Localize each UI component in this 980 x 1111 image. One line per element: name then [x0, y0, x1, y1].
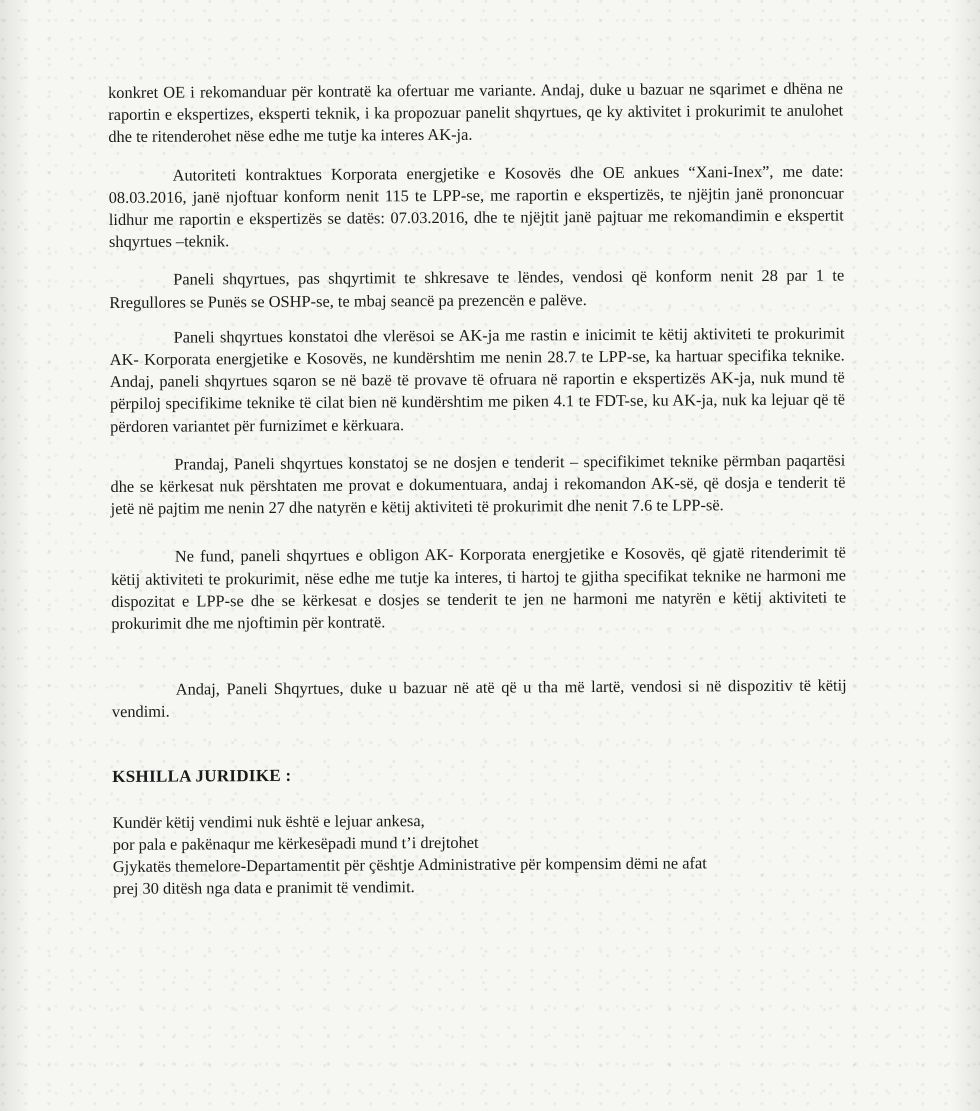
- legal-advice-heading: KSHILLA JURIDIKE :: [112, 765, 292, 786]
- legal-advice-text: [112, 807, 848, 900]
- document-body: [108, 78, 848, 901]
- legal-advice-line: por pala e pakënaqur me kërkesëpadi mund t’i drejtohet: [112, 832, 479, 855]
- paragraph-continuation: konkret OE i rekomanduar për kontratë ka ofertuar me variante. Andaj, duke u bazuar ne sqarimet e dhëna ne raportin e ekspertizes, eksperti teknik, i ka propozuar panelit shqyrtues, qe ky aktivitet i prokurimit te anulohet dhe te ritenderohet nëse edhe me tutje ka interes AK-ja.: [108, 78, 844, 147]
- paragraph-recommendation: Prandaj, Paneli shqyrtues konstatoj se ne dosjen e tenderit – specifikimet teknike përmban paqartësi dhe se kërkesat nuk përshtaten me provat e dokumentuara, andaj i rekomandon AK-së, që dosja e tenderit të jetë në pajtim me nenin 27 dhe natyrën e këtij aktiviteti të prokurimit dhe nenit 7.6 te LPP-së.: [110, 450, 846, 519]
- scan-shadow-left: [0, 0, 30, 1111]
- paragraph-findings: Paneli shqyrtues konstatoi dhe vlerësoi se AK-ja me rastin e inicimit te këtij aktiviteti te prokurimit AK- Korporata energjetike e Kosovës, ne kundërshtim me nenin 28.7 te LPP-se, ka hartuar specifika teknike. Andaj, paneli shqyrtues sqaron se në bazë të provave të ofruara në raportin e ekspertizës AK-ja, nuk mund të përpiloj specifikime teknike të cilat bien në kundërshtim me piken 4.1 te FDT-se, ku AK-ja, nuk ka lejuar që të përdoren variantet për furnizimet e kërkuara.: [109, 323, 846, 436]
- paragraph-session: Paneli shqyrtues, pas shqyrtimit te shkresave te lëndes, vendosi që konform nenit 28 par 1 te Rregullores se Punës se OSHP-se, te mbaj seancë pa prezencën e palëve.: [109, 265, 845, 312]
- legal-advice-line: prej 30 ditësh nga data e pranimit të vendimit.: [112, 877, 415, 899]
- paragraph-obligation: Ne fund, paneli shqyrtues e obligon AK- Korporata energjetike e Kosovës, që gjatë ritenderimit të këtij aktiviteti te prokurimit, nëse edhe me tutje ka interes, ti hartoj te gjitha specifikat teknike ne harmoni me dispozitat e LPP-se dhe se kërkesat e dosjes se tenderit te jen ne harmoni me natyrën e këtij aktiviteti te prokurimit dhe me njoftimin për kontratë.: [110, 542, 847, 634]
- paragraph-notification: Autoriteti kontraktues Korporata energjetike e Kosovës dhe OE ankues “Xani-Inex”, me date: 08.03.2016, janë njoftuar konform nenit 115 te LPP-se, me raportin e ekspertizës, te njëjtin janë prononcuar lidhur me raportin e ekspertizës se datës: 07.03.2016, dhe te njëjtit janë pajtuar me rekomandimin e ekspertit shqyrtues –teknik.: [108, 161, 844, 252]
- paragraph-decision: Andaj, Paneli Shqyrtues, duke u bazuar në atë që u tha më lartë, vendosi si në dispozitiv të këtij vendimi.: [111, 675, 847, 722]
- legal-advice-line: Gjykatës themelore-Departamentit për çështje Administrative për kompensim dëmi ne afat: [112, 853, 707, 877]
- legal-advice-line: Kundër këtij vendimi nuk është e lejuar ankesa,: [112, 810, 425, 832]
- scan-shadow-right: [950, 0, 980, 1111]
